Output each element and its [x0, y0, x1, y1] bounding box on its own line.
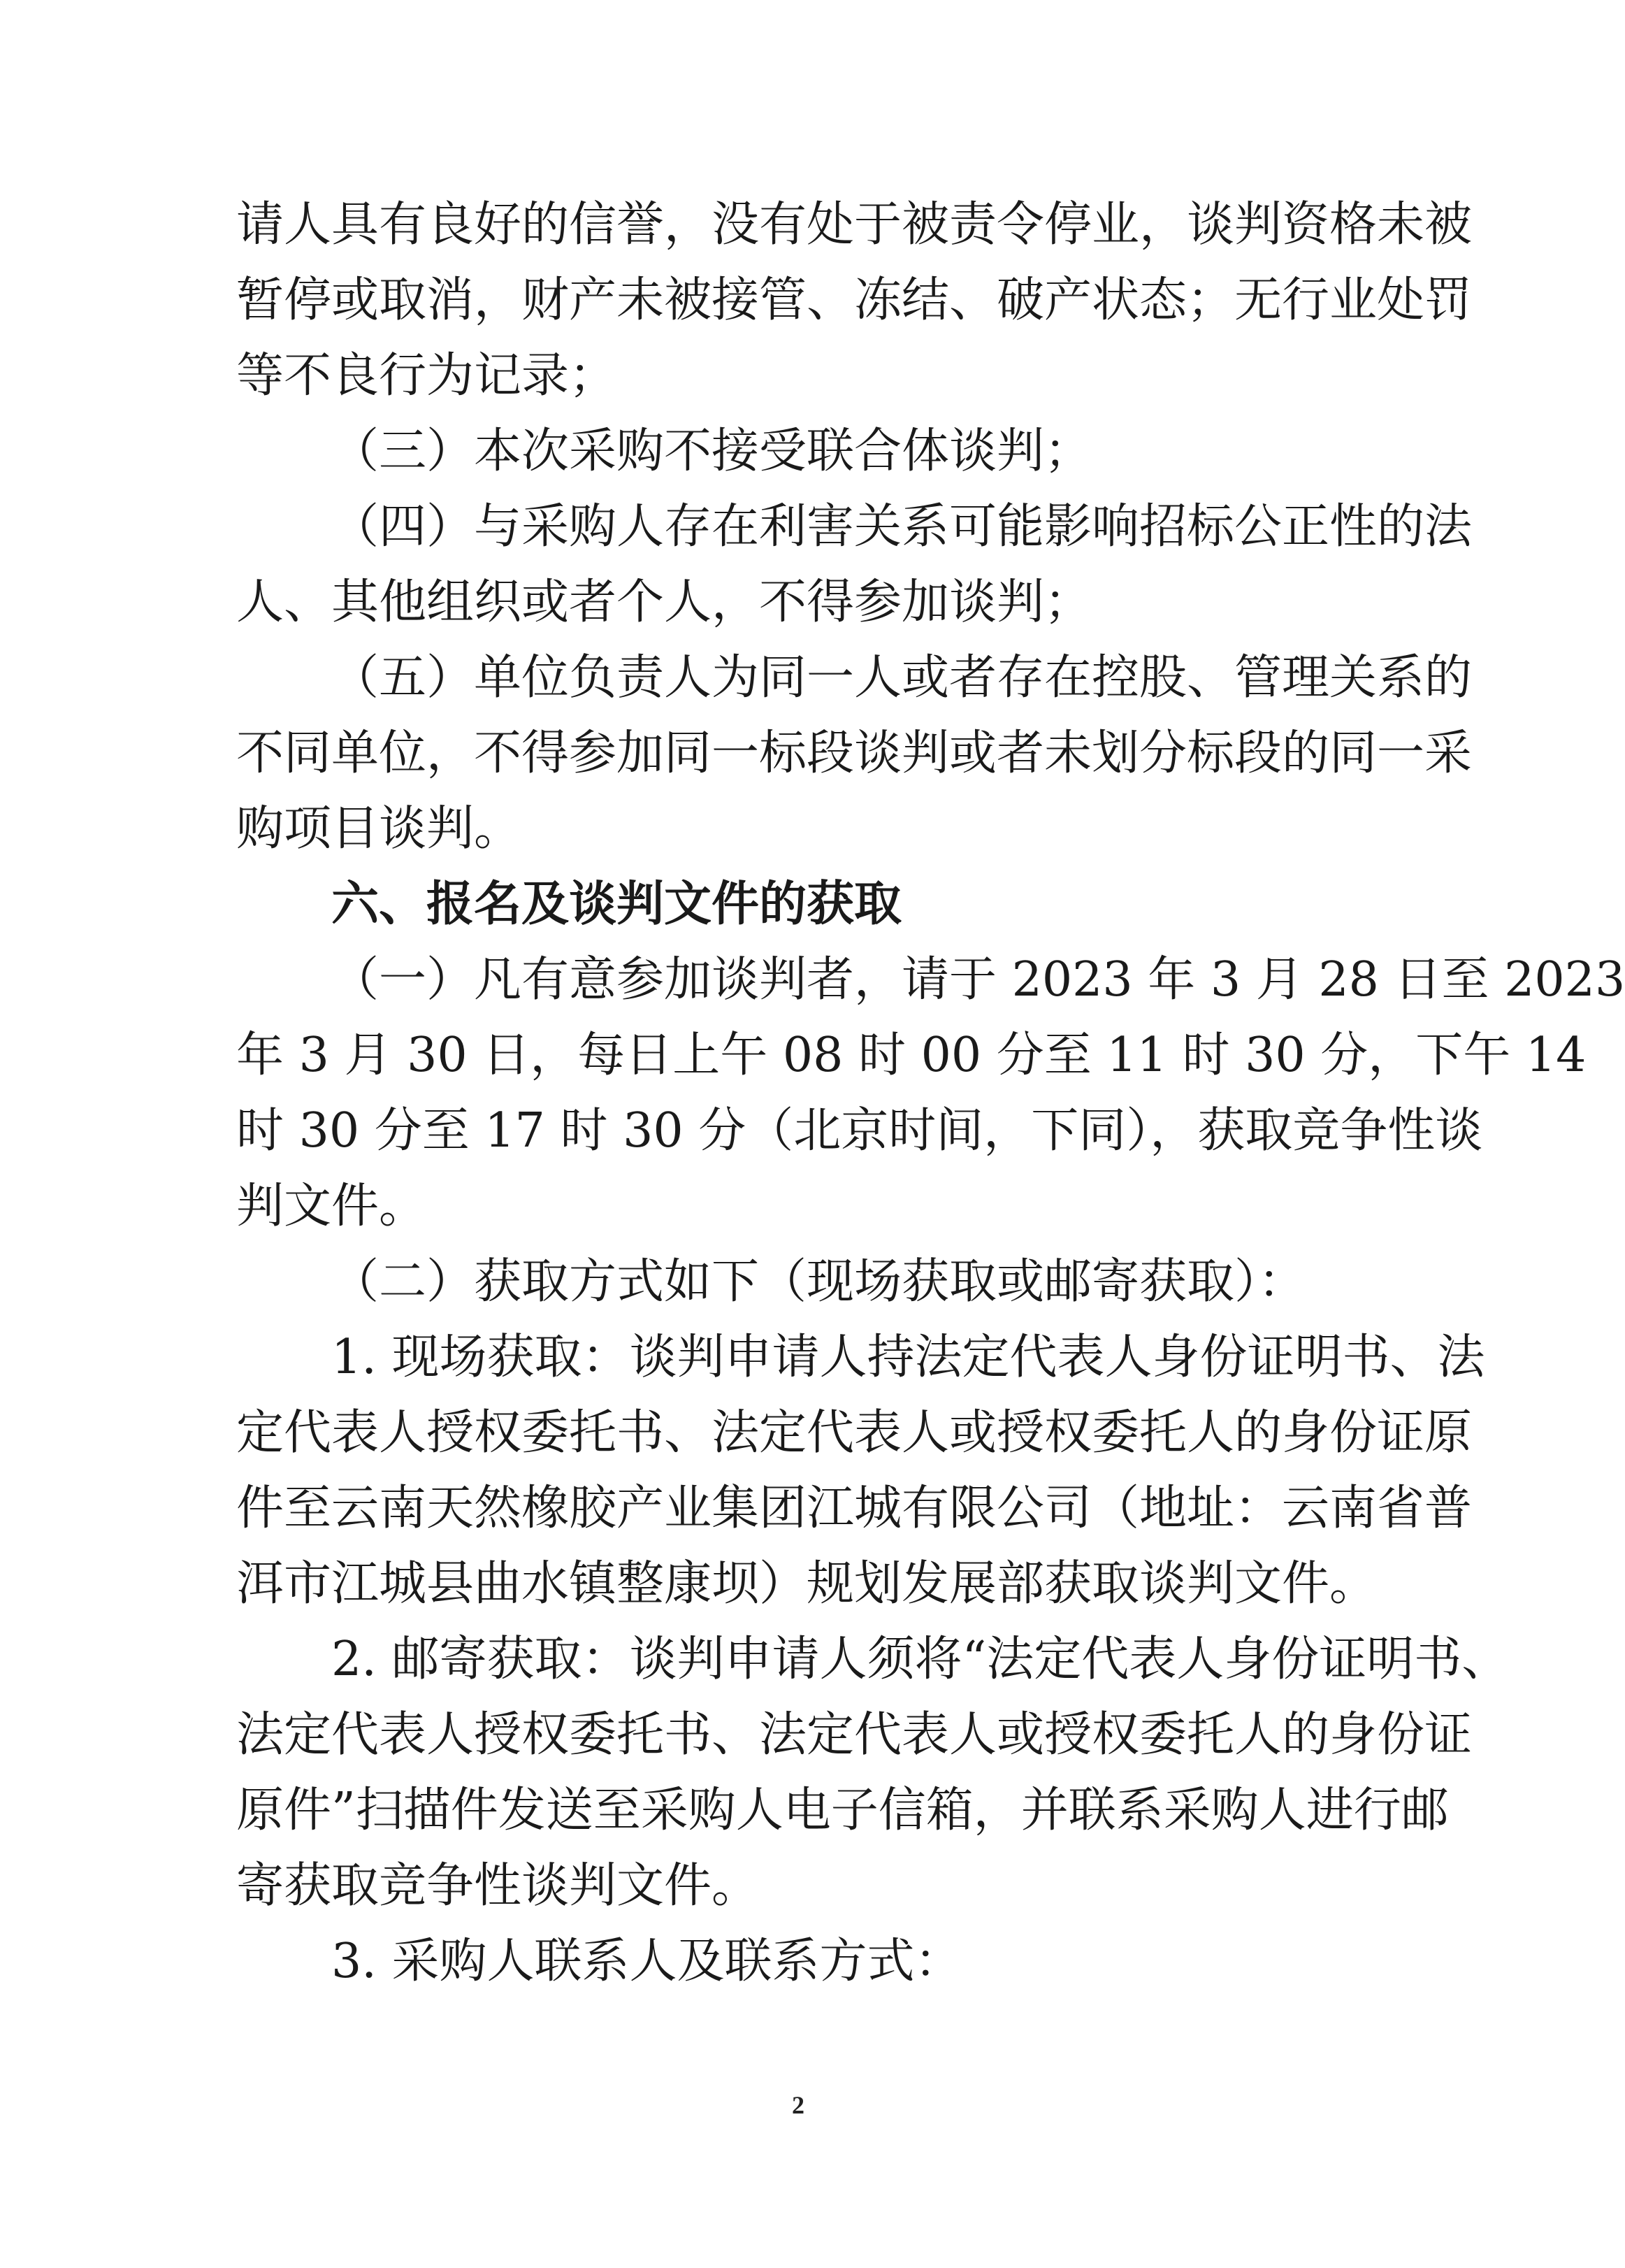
text-line: 寄获取竞争性谈判文件。 [236, 1858, 760, 1914]
text-line: 不同单位，不得参加同一标段谈判或者未划分标段的同一采 [236, 726, 1473, 781]
text-line: （一）凡有意参加谈判者，请于 2023 年 3 月 28 日至 2023 [331, 952, 1625, 1007]
section-heading: 六、报名及谈判文件的获取 [331, 877, 902, 932]
text-line: 件至云南天然橡胶产业集团江城有限公司（地址：云南省普 [236, 1481, 1473, 1536]
text-line: 判文件。 [236, 1179, 427, 1234]
text-line: 2. 邮寄获取：谈判申请人须将“法定代表人身份证明书、 [331, 1632, 1510, 1687]
text-line: 年 3 月 30 日，每日上午 08 时 00 分至 11 时 30 分，下午 14 [236, 1028, 1587, 1083]
text-line: 购项目谈判。 [236, 801, 522, 856]
text-line: 定代表人授权委托书、法定代表人或授权委托人的身份证原 [236, 1405, 1473, 1460]
page-number: 2 [792, 2091, 804, 2119]
text-line: 暂停或取消，财产未被接管、冻结、破产状态；无行业处罚 [236, 273, 1473, 328]
text-line: （三）本次采购不接受联合体谈判； [331, 424, 1092, 479]
text-line: 原件”扫描件发送至采购人电子信箱，并联系采购人进行邮 [236, 1783, 1449, 1838]
text-line: 3. 采购人联系人及联系方式： [331, 1934, 962, 1989]
text-line: 等不良行为记录； [236, 348, 617, 403]
text-line: 请人具有良好的信誉，没有处于被责令停业，谈判资格未被 [236, 197, 1473, 252]
text-line: 洱市江城县曲水镇整康坝）规划发展部获取谈判文件。 [236, 1556, 1378, 1612]
text-line: （二）获取方式如下（现场获取或邮寄获取）： [331, 1254, 1306, 1309]
document-body [236, 187, 1625, 2000]
text-line: （四）与采购人存在利害关系可能影响招标公正性的法 [331, 499, 1473, 554]
text-line: 人、其他组织或者个人，不得参加谈判； [236, 575, 1092, 630]
text-line: 法定代表人授权委托书、法定代表人或授权委托人的身份证 [236, 1707, 1473, 1763]
text-line: 时 30 分至 17 时 30 分（北京时间，下同），获取竞争性谈 [236, 1103, 1483, 1158]
text-line: 1. 现场获取：谈判申请人持法定代表人身份证明书、法 [331, 1330, 1485, 1385]
text-line: （五）单位负责人为同一人或者存在控股、管理关系的 [331, 650, 1473, 705]
